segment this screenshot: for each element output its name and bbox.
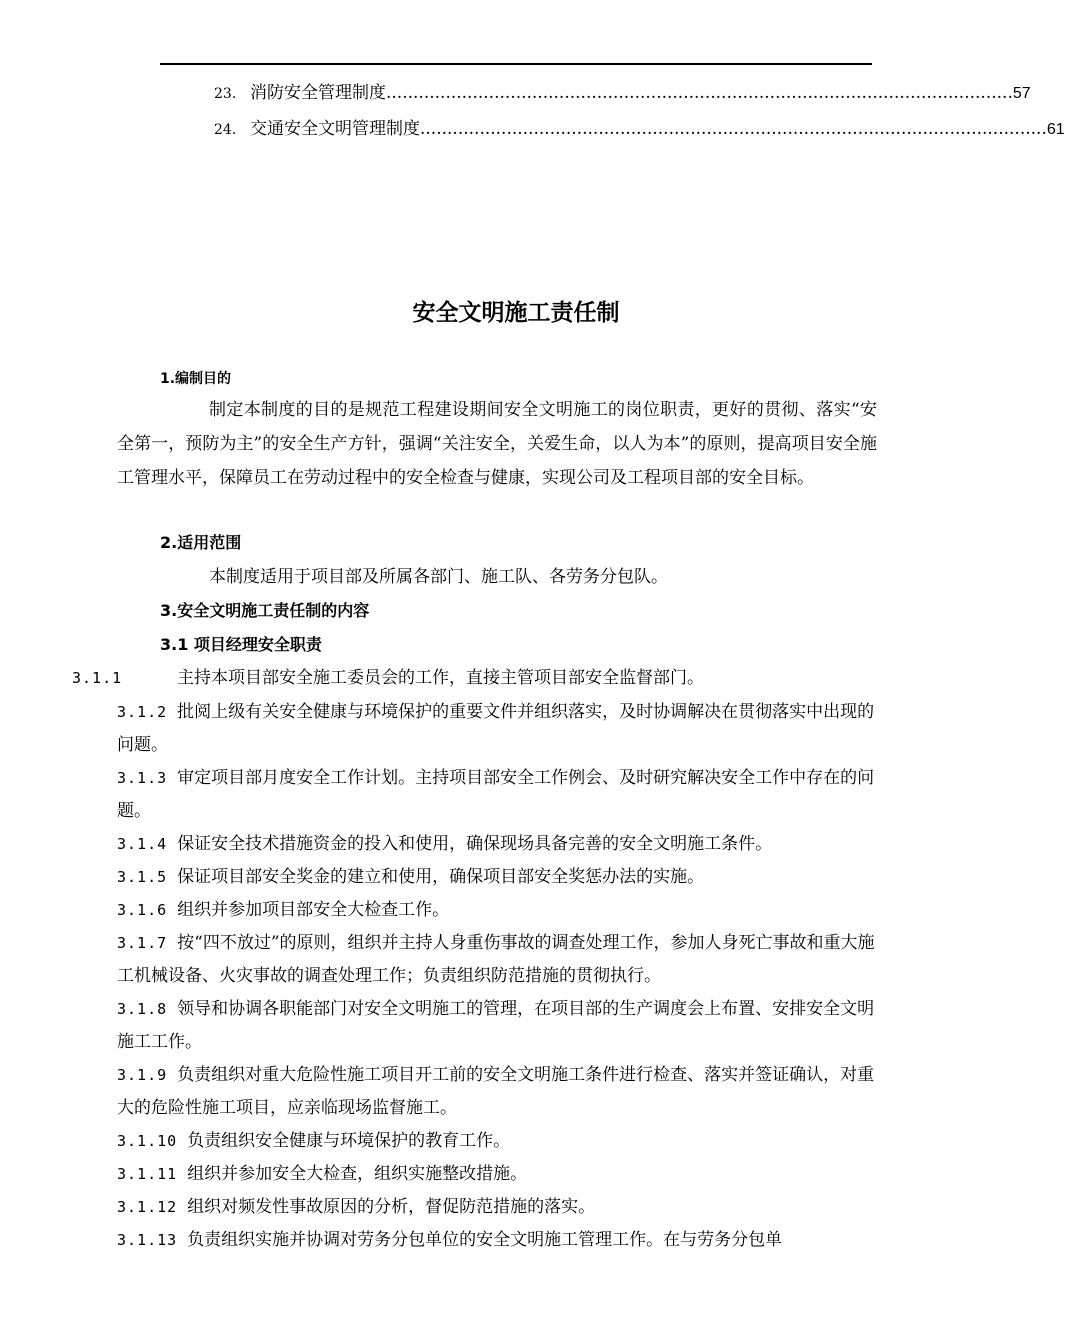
item-number: 3.1.10: [117, 1132, 178, 1150]
item-text: 组织并参加安全大检查，组织实施整改措施。: [187, 1164, 528, 1184]
list-item: [117, 1059, 877, 1125]
section-body-purpose: 制定本制度的目的是规范工程建设期间安全文明施工的岗位职责，更好的贯彻、落实“安全第一，预防为主”的安全生产方针，强调“关注安全，关爱生命，以人为本”的原则，提高项目安全施工管理水平，保障员工在劳动过程中的安全检查与健康，实现公司及工程项目部的安全目标。: [117, 400, 877, 488]
item-number: 3.1.13: [117, 1231, 178, 1249]
toc-number: 23.: [214, 86, 237, 102]
item-number: 3.1.4: [117, 835, 168, 853]
toc-title: 交通安全文明管理制度: [250, 119, 420, 139]
section-heading-scope: 2.适用范围: [160, 533, 242, 552]
list-item: [117, 993, 877, 1059]
item-text: 保证项目部安全奖金的建立和使用，确保项目部安全奖惩办法的实施。: [177, 867, 705, 887]
list-item: [117, 894, 877, 927]
toc-title: 消防安全管理制度: [250, 83, 386, 103]
item-number: 3.1.7: [117, 934, 168, 952]
list-item: [72, 662, 704, 695]
toc-page-number: 61: [1046, 121, 1065, 138]
item-text: 负责组织安全健康与环境保护的教育工作。: [187, 1131, 511, 1151]
item-text: 负责组织实施并协调对劳务分包单位的安全文明施工管理工作。在与劳务分包单: [187, 1230, 783, 1250]
item-number: 3.1.1: [72, 669, 123, 687]
toc-number: 24.: [214, 122, 237, 138]
list-item: [117, 828, 877, 861]
header-rule: [160, 63, 872, 65]
list-item: [117, 861, 877, 894]
item-number: 3.1.8: [117, 1000, 168, 1018]
item-number: 3.1.3: [117, 769, 168, 787]
list-item: [117, 1224, 877, 1257]
item-text: 主持本项目部安全施工委员会的工作，直接主管项目部安全监督部门。: [177, 668, 704, 688]
list-item: [117, 1191, 877, 1224]
item-number: 3.1.12: [117, 1198, 178, 1216]
item-number: 3.1.9: [117, 1066, 168, 1084]
section-body-scope: 本制度适用于项目部及所属各部门、施工队、各劳务分包队。: [209, 567, 668, 587]
item-text: 审定项目部月度安全工作计划。主持项目部安全工作例会、及时研究解决安全工作中存在的问题。: [117, 768, 875, 821]
item-number: 3.1.6: [117, 901, 168, 919]
item-number: 3.1.5: [117, 868, 168, 886]
section-heading-purpose: 1.编制目的: [160, 371, 232, 387]
toc-entry[interactable]: [214, 114, 1065, 139]
item-text: 批阅上级有关安全健康与环境保护的重要文件并组织落实，及时协调解决在贯彻落实中出现的问题。: [117, 702, 875, 755]
item-text: 组织对频发性事故原因的分析，督促防范措施的落实。: [187, 1197, 596, 1217]
document-title: 安全文明施工责任制: [412, 300, 620, 326]
toc-page-number: 57: [1012, 85, 1031, 102]
toc-leader: ....................................................................................................................: [386, 83, 1013, 103]
list-item: [117, 1158, 877, 1191]
toc-entry[interactable]: [214, 78, 1031, 103]
list-item: [117, 927, 877, 993]
item-number: 3.1.11: [117, 1165, 178, 1183]
toc-leader: ....................................................................................................................: [420, 119, 1047, 139]
item-text: 按“四不放过”的原则，组织并主持人身重伤事故的调查处理工作，参加人身死亡事故和重大施工机械设备、火灾事故的调查处理工作；负责组织防范措施的贯彻执行。: [117, 933, 875, 986]
list-item: [117, 1125, 877, 1158]
item-text: 保证安全技术措施资金的投入和使用，确保现场具备完善的安全文明施工条件。: [177, 834, 773, 854]
item-text: 组织并参加项目部安全大检查工作。: [177, 900, 450, 920]
item-text: 领导和协调各职能部门对安全文明施工的管理，在项目部的生产调度会上布置、安排安全文明施工工作。: [117, 999, 875, 1052]
list-item: [117, 762, 877, 828]
item-text: 负责组织对重大危险性施工项目开工前的安全文明施工条件进行检查、落实并签证确认，对重大的危险性施工项目，应亲临现场监督施工。: [117, 1065, 875, 1118]
list-item: [117, 696, 877, 762]
item-number: 3.1.2: [117, 703, 168, 721]
subsection-heading-pm: 3.1 项目经理安全职责: [160, 635, 322, 654]
section-heading-content: 3.安全文明施工责任制的内容: [160, 601, 370, 620]
